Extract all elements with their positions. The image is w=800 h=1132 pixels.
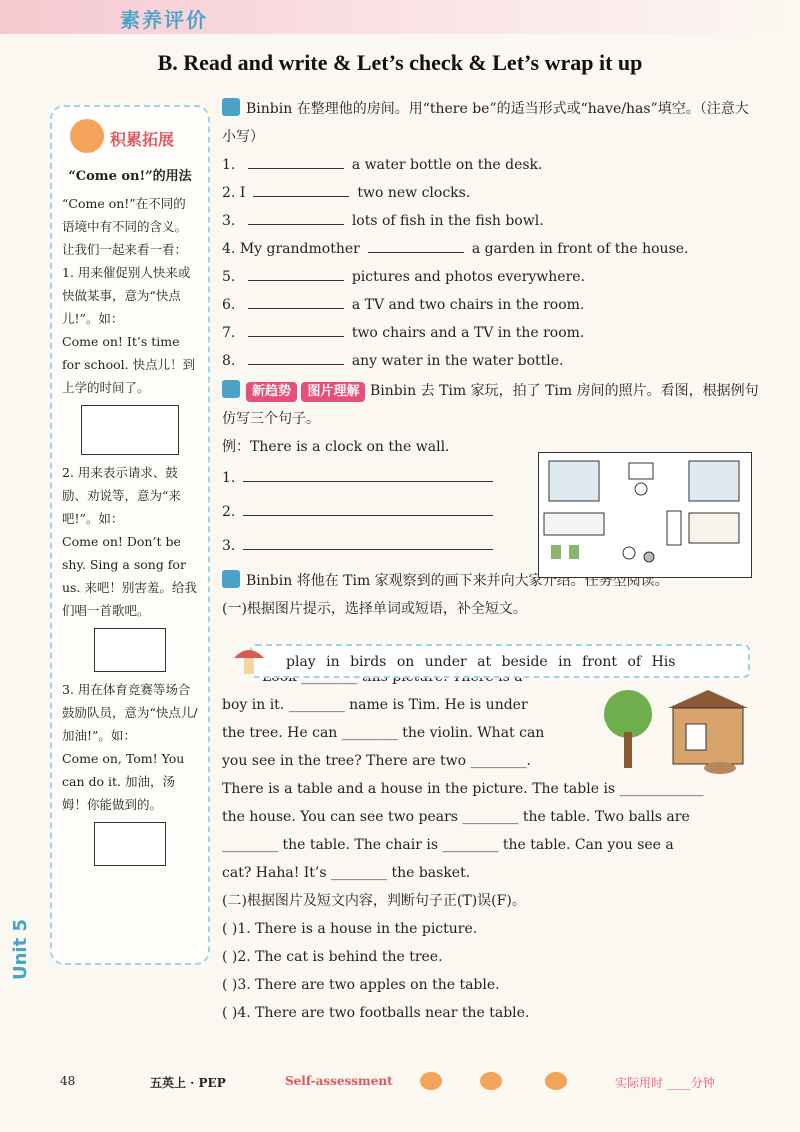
tf-item[interactable]: ( )3. There are two apples on the table. — [222, 977, 500, 993]
illustration-sports — [94, 822, 166, 866]
answer-blank[interactable] — [248, 280, 344, 281]
illustration-kids — [94, 628, 166, 672]
ex2-line: 1. — [222, 461, 762, 495]
sidebar-item-1: 1. 用来催促别人快来或快做某事，意为“快点儿!”。如： — [62, 265, 191, 326]
ex1-item: 2. I two new clocks. — [222, 185, 471, 201]
ex3-part2: (二)根据图片及短文内容，判断句子正(T)误(F)。 — [222, 893, 526, 909]
footer — [0, 1070, 800, 1096]
ex1-instruction: Binbin 在整理他的房间。用“there be”的适当形式或“have/has”填空。（注意大小写） — [222, 95, 762, 151]
illustration-window — [81, 405, 179, 455]
sidebar-example-3: Come on, Tom! You can do it. 加油，汤姆！你能做到的。 — [62, 751, 185, 812]
ex1-item: 1. a water bottle on the desk. — [222, 157, 543, 173]
section-2-icon — [222, 380, 240, 398]
ex1-item: 3. lots of fish in the fish bowl. — [222, 213, 544, 229]
self-assessment-label: Self-assessment — [285, 1074, 393, 1088]
passage-line: ________ the table. The chair is ________ the table. Can you see a — [222, 837, 674, 853]
ex3-instruction: Binbin 将他在 Tim 家观察到的画下来并向大家介绍。任务型阅读。 — [222, 567, 762, 595]
sidebar-intro: “Come on!”在不同的语境中有不同的含义。让我们一起来看一看： — [62, 196, 188, 257]
passage-line: the house. You can see two pears ________ the table. Two balls are — [222, 809, 690, 825]
sidebar-title: 积累拓展 — [62, 113, 198, 161]
section-3-icon — [222, 570, 240, 588]
section-1-icon — [222, 98, 240, 116]
tf-item[interactable]: ( )2. The cat is behind the tree. — [222, 949, 443, 965]
ex1-item: 6. a TV and two chairs in the room. — [222, 297, 585, 313]
passage-line: There is a table and a house in the picture. The table is ____________ — [222, 781, 704, 797]
fox-rating-icon[interactable] — [480, 1072, 502, 1090]
passage-line: boy in it. ________ name is Tim. He is under — [222, 697, 528, 713]
answer-blank[interactable] — [248, 168, 344, 169]
passage-line: you see in the tree? There are two ________. — [222, 753, 531, 769]
answer-line[interactable] — [243, 549, 493, 550]
answer-blank[interactable] — [368, 252, 464, 253]
tf-item[interactable]: ( )1. There is a house in the picture. — [222, 921, 478, 937]
sidebar-subtitle: “Come on!”的用法 — [68, 169, 192, 184]
sidebar-tip-box — [50, 105, 210, 965]
answer-blank[interactable] — [248, 336, 344, 337]
page-number: 48 — [60, 1074, 76, 1088]
ex1-item: 8. any water in the water bottle. — [222, 353, 564, 369]
house-tree-illustration — [598, 688, 748, 778]
answer-blank[interactable] — [248, 224, 344, 225]
word-bank: play in birds on under at beside in front of His — [250, 644, 750, 678]
ex3-part1: (一)根据图片提示，选择单词或短语，补全短文。 — [222, 601, 527, 617]
tf-list — [222, 915, 762, 1027]
answer-line[interactable] — [243, 515, 493, 516]
fox-rating-icon[interactable] — [420, 1072, 442, 1090]
passage-line: the tree. He can ________ the violin. What can — [222, 725, 545, 741]
section-header: 素养评价 — [120, 8, 208, 32]
time-used: 实际用时 ____分钟 — [615, 1076, 715, 1090]
answer-blank[interactable] — [248, 364, 344, 365]
book-label: 五英上 · PEP — [150, 1076, 226, 1090]
ex1-item: 5. pictures and photos everywhere. — [222, 269, 586, 285]
tag-picture: 图片理解 — [301, 382, 365, 402]
fox-icon — [70, 119, 104, 153]
mushroom-icon — [232, 642, 266, 678]
room-illustration — [538, 452, 752, 578]
answer-blank[interactable] — [253, 196, 349, 197]
page-title: B. Read and write & Let’s check & Let’s wrap it up — [157, 50, 643, 75]
tf-item[interactable]: ( )4. There are two footballs near the table. — [222, 1005, 530, 1021]
ex2-line: 3. — [222, 529, 762, 563]
sidebar-item-3: 3. 用在体育竞赛等场合鼓励队员，意为“快点儿/加油!”。如： — [62, 682, 198, 743]
sidebar-example-1: Come on! It’s time for school. 快点儿！到上学的时间了。 — [62, 334, 196, 395]
fox-rating-icon[interactable] — [545, 1072, 567, 1090]
passage-line: cat? Haha! It’s ________ the basket. — [222, 865, 471, 881]
ex1-item: 4. My grandmother a garden in front of the house. — [222, 241, 689, 257]
sidebar-example-2: Come on! Don’t be shy. Sing a song for us. 来吧！别害羞。给我们唱一首歌吧。 — [62, 534, 197, 618]
sidebar-item-2: 2. 用来表示请求、鼓励、劝说等，意为“来吧!”。如： — [62, 465, 181, 526]
answer-blank[interactable] — [248, 308, 344, 309]
ex2-line: 2. — [222, 495, 762, 529]
unit-label: Unit 5 — [10, 919, 31, 980]
answer-line[interactable] — [243, 481, 493, 482]
ex1-list — [222, 151, 762, 375]
tag-trend: 新趋势 — [246, 382, 297, 402]
ex1-item: 7. two chairs and a TV in the room. — [222, 325, 585, 341]
top-banner — [0, 0, 800, 34]
ex2-instruction: 新趋势 图片理解 Binbin 去 Tim 家玩，拍了 Tim 房间的照片。看图，根据例句仿写三个句子。 — [222, 377, 762, 433]
ex2-example: 例：There is a clock on the wall. — [222, 439, 450, 455]
